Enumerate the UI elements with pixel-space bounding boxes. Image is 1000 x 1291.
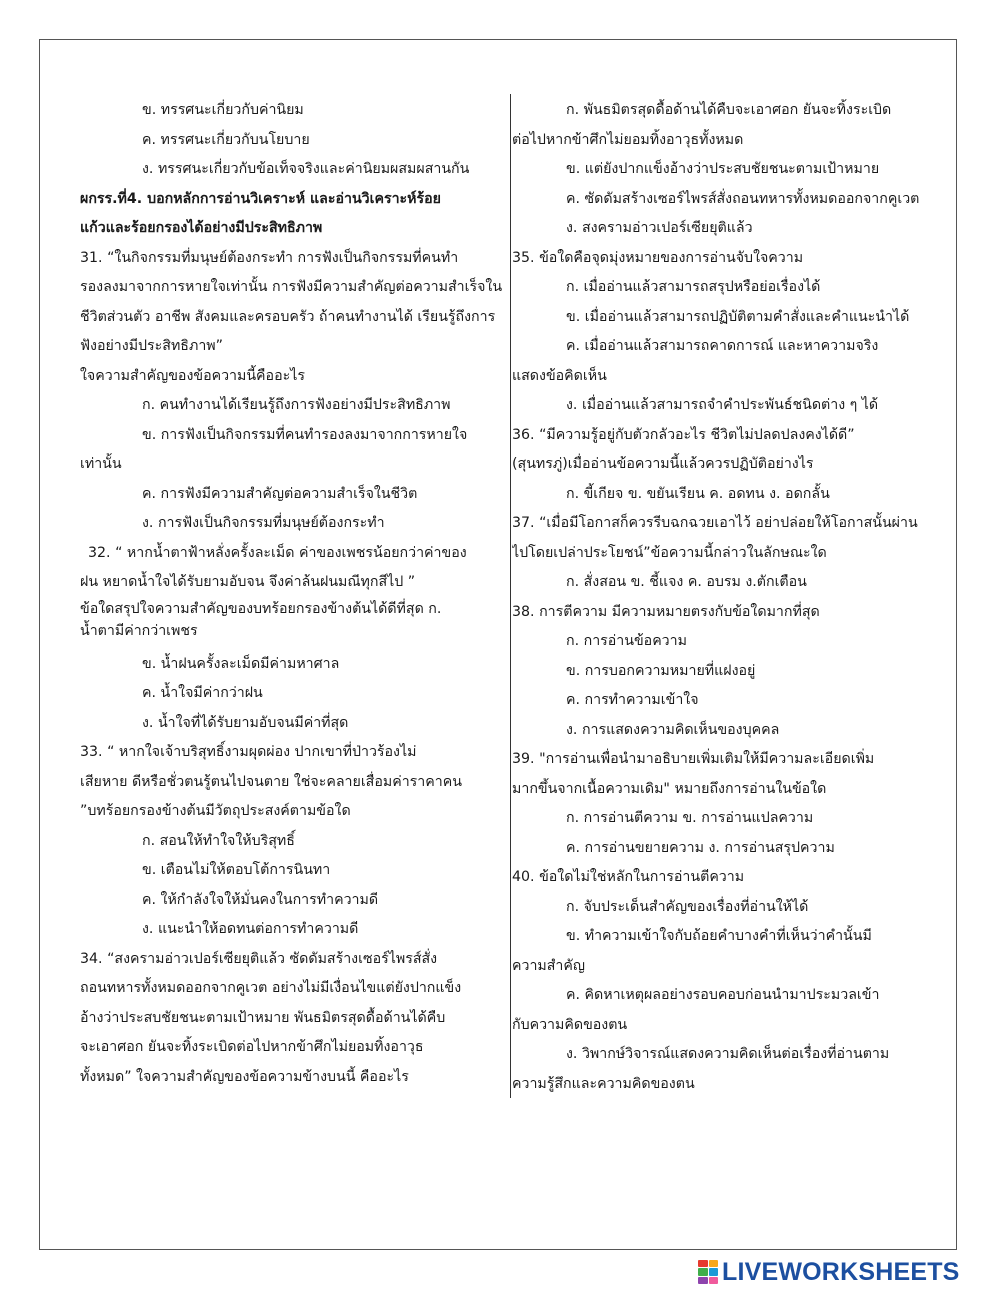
logo-square bbox=[698, 1268, 708, 1275]
q30-option-b: ข. ทรรศนะเกี่ยวกับค่านิยม bbox=[142, 102, 304, 118]
q32-text: ฝน หยาดน้ำใจได้รับยามอับจน จึงค่าล้นฝนมณีทุกสีไป ” bbox=[80, 574, 416, 590]
q32-option-b: ข. น้ำฝนครั้งละเม็ดมีค่ามหาศาล bbox=[142, 655, 340, 672]
q31-option-c: ค. การฟังมีความสำคัญต่อความสำเร็จในชีวิต bbox=[142, 485, 418, 502]
q35-option-c-cont: แสดงข้อคิดเห็น bbox=[512, 367, 607, 384]
q33-option-a: ก. สอนให้ทำใจให้บริสุทธิ์ bbox=[142, 832, 295, 849]
q31-option-d: ง. การฟังเป็นกิจกรรมที่มนุษย์ต้องกระทำ bbox=[142, 515, 385, 531]
q31-text: รองลงมาจากการหายใจเท่านั้น การฟังมีความสำคัญต่อความสำเร็จใน bbox=[80, 279, 503, 295]
section-heading: ผกรร.ที่4. บอกหลักการอ่านวิเคราะห์ และอ่านวิเคราะห์ร้อย bbox=[80, 190, 441, 207]
q38-option-d: ง. การแสดงความคิดเห็นของบุคคล bbox=[566, 721, 780, 738]
right-column bbox=[512, 96, 940, 1099]
q34-text: อ้างว่าประสบชัยชนะตามเป้าหมาย พันธมิตรสุดดื้อด้านได้คืบ bbox=[80, 1009, 446, 1026]
q32-option-c: ค. น้ำใจมีค่ากว่าฝน bbox=[142, 685, 263, 701]
q34-text: 34. “สงครามอ่าวเปอร์เซียยุติแล้ว ซัดดัมสร้างเซอร์ไพรส์สั่ง bbox=[80, 950, 438, 967]
q34-text: ถอนทหารทั้งหมดออกจากคูเวต อย่างไม่มีเงื่อนไขแต่ยังปากแข็ง bbox=[80, 980, 462, 996]
q35-text: 35. ข้อใดคือจุดมุ่งหมายของการอ่านจับใจความ bbox=[512, 249, 804, 266]
liveworksheets-logo-icon bbox=[698, 1260, 718, 1284]
left-column bbox=[80, 96, 508, 1092]
q40-option-d: ง. วิพากษ์วิจารณ์แสดงความคิดเห็นต่อเรื่องที่อ่านตาม bbox=[566, 1046, 890, 1062]
q31-text: ชีวิตส่วนตัว อาชีพ สังคมและครอบครัว ถ้าคนทำงานได้ เรียนรู้ถึงการ bbox=[80, 308, 496, 325]
q32-text: 32. “ หากน้ำตาฟ้าหลั่งครั้งละเม็ด ค่าของเพชรน้อยกว่าค่าของ bbox=[88, 544, 467, 561]
q35-option-b: ข. เมื่ออ่านแล้วสามารถปฏิบัติตามคำสั่งและคำแนะนำได้ bbox=[566, 308, 910, 325]
q32-option-d: ง. น้ำใจที่ได้รับยามอับจนมีค่าที่สุด bbox=[142, 714, 349, 731]
q34-option-b: ข. แต่ยังปากแข็งอ้างว่าประสบชัยชนะตามเป้าหมาย bbox=[566, 161, 880, 177]
q33-text: เสียหาย ดีหรือชั่วตนรู้ตนไปจนตาย ใช่จะคลายเสื่อมค่าราคาคน bbox=[80, 773, 462, 790]
q39-prompt: มากขึ้นจากเนื้อความเดิม" หมายถึงการอ่านในข้อใด bbox=[512, 780, 827, 797]
q37-options: ก. สั่งสอน ข. ชี้แจง ค. อบรม ง.ตักเตือน bbox=[566, 574, 807, 590]
q40-text: 40. ข้อใดไม่ใช่หลักในการอ่านตีความ bbox=[512, 869, 745, 885]
q34-option-a: ก. พันธมิตรสุดดื้อด้านได้คืบจะเอาศอก ยันจะทิ้งระเบิด bbox=[566, 102, 892, 118]
q35-option-c: ค. เมื่ออ่านแล้วสามารถคาดการณ์ และหาความจริง bbox=[566, 338, 879, 354]
q38-option-c: ค. การทำความเข้าใจ bbox=[566, 692, 699, 708]
q40-option-b: ข. ทำความเข้าใจกับถ้อยคำบางคำที่เห็นว่าคำนั้นมี bbox=[566, 928, 872, 944]
q36-options: ก. ขี้เกียจ ข. ขยันเรียน ค. อดทน ง. อดกลั้น bbox=[566, 485, 830, 502]
q30-option-d: ง. ทรรศนะเกี่ยวกับข้อเท็จจริงและค่านิยมผสมผสานกัน bbox=[142, 161, 470, 177]
liveworksheets-logo[interactable] bbox=[698, 1258, 960, 1286]
q39-options-cd: ค. การอ่านขยายความ ง. การอ่านสรุปความ bbox=[566, 839, 835, 856]
q30-option-c: ค. ทรรศนะเกี่ยวกับนโยบาย bbox=[142, 131, 310, 148]
q37-text: 37. “เมื่อมีโอกาสก็ควรรีบฉกฉวยเอาไว้ อย่าปล่อยให้โอกาสนั้นผ่าน bbox=[512, 515, 918, 531]
q34-text: จะเอาศอก ยันจะทิ้งระเบิดต่อไปหากข้าศึกไม่ยอมทิ้งอาวุธ bbox=[80, 1039, 424, 1055]
q32-option-a: น้ำตามีค่ากว่าเพชร bbox=[80, 622, 198, 639]
logo-text: LIVEWORKSHEETS bbox=[722, 1257, 960, 1286]
logo-square bbox=[698, 1277, 708, 1284]
q33-option-c: ค. ให้กำลังใจให้มั่นคงในการทำความดี bbox=[142, 891, 379, 908]
q38-option-b: ข. การบอกความหมายที่แฝงอยู่ bbox=[566, 662, 756, 679]
section-heading-cont: แก้วและร้อยกรองได้อย่างมีประสิทธิภาพ bbox=[80, 220, 323, 236]
q39-options-ab: ก. การอ่านตีความ ข. การอ่านแปลความ bbox=[566, 810, 814, 826]
logo-square bbox=[698, 1260, 708, 1267]
q38-option-a: ก. การอ่านข้อความ bbox=[566, 633, 687, 649]
q31-option-b-cont: เท่านั้น bbox=[80, 456, 122, 472]
q31-option-b: ข. การฟังเป็นกิจกรรมที่คนทำรองลงมาจากการหายใจ bbox=[142, 426, 468, 443]
q34-prompt: ทั้งหมด” ใจความสำคัญของข้อความข้างบนนี้ คืออะไร bbox=[80, 1068, 409, 1085]
q32-prompt: ข้อใดสรุปใจความสำคัญของบทร้อยกรองข้างต้นได้ดีที่สุด ก. bbox=[80, 600, 442, 617]
q39-text: 39. "การอ่านเพื่อนำมาอธิบายเพิ่มเติมให้มีความละเอียดเพิ่ม bbox=[512, 751, 875, 767]
logo-square bbox=[709, 1268, 719, 1275]
q40-option-d-cont: ความรู้สึกและความคิดของตน bbox=[512, 1075, 695, 1092]
q37-prompt: ไปโดยเปล่าประโยชน์”ข้อความนี้กล่าวในลักษณะใด bbox=[512, 544, 827, 561]
q31-text: 31. “ในกิจกรรมที่มนุษย์ต้องกระทำ การฟังเป็นกิจกรรมที่คนทำ bbox=[80, 249, 459, 266]
q31-prompt: ใจความสำคัญของข้อความนี้คืออะไร bbox=[80, 367, 305, 384]
q34-option-a-cont: ต่อไปหากข้าศึกไม่ยอมทิ้งอาวุธทั้งหมด bbox=[512, 131, 744, 148]
q40-option-c: ค. คิดหาเหตุผลอย่างรอบคอบก่อนนำมาประมวลเข้า bbox=[566, 987, 880, 1003]
q35-option-a: ก. เมื่ออ่านแล้วสามารถสรุปหรือย่อเรื่องได้ bbox=[566, 279, 821, 295]
column-divider bbox=[510, 94, 511, 1098]
q36-prompt: (สุนทรภู่)เมื่ออ่านข้อความนี้แล้วควรปฏิบัติอย่างไร bbox=[512, 456, 814, 472]
q34-option-d: ง. สงครามอ่าวเปอร์เซียยุติแล้ว bbox=[566, 220, 753, 236]
q34-option-c: ค. ซัดดัมสร้างเซอร์ไพรส์สั่งถอนทหารทั้งหมดออกจากคูเวต bbox=[566, 190, 920, 207]
logo-square bbox=[709, 1260, 719, 1267]
q33-text: 33. “ หากใจเจ้าบริสุทธิ์งามผุดผ่อง ปากเขาที่ป่าวร้องไม่ bbox=[80, 744, 417, 760]
q31-option-a: ก. คนทำงานได้เรียนรู้ถึงการฟังอย่างมีประสิทธิภาพ bbox=[142, 397, 451, 413]
q40-option-b-cont: ความสำคัญ bbox=[512, 957, 585, 974]
q38-text: 38. การตีความ มีความหมายตรงกับข้อใดมากที่สุด bbox=[512, 603, 820, 620]
q36-text: 36. “มีความรู้อยู่กับตัวกลัวอะไร ชีวิตไม่ปลดปลงคงได้ดี” bbox=[512, 426, 855, 443]
q35-option-d: ง. เมื่ออ่านแล้วสามารถจำคำประพันธ์ชนิดต่าง ๆ ได้ bbox=[566, 397, 879, 413]
q40-option-a: ก. จับประเด็นสำคัญของเรื่องที่อ่านให้ได้ bbox=[566, 898, 809, 915]
q31-text: ฟังอย่างมีประสิทธิภาพ” bbox=[80, 338, 223, 354]
logo-square bbox=[709, 1277, 719, 1284]
q33-prompt: ”บทร้อยกรองข้างต้นมีวัตถุประสงค์ตามข้อใด bbox=[80, 803, 351, 819]
q40-option-c-cont: กับความคิดของตน bbox=[512, 1016, 628, 1033]
q33-option-d: ง. แนะนำให้อดทนต่อการทำความดี bbox=[142, 921, 359, 937]
q33-option-b: ข. เตือนไม่ให้ตอบโต้การนินทา bbox=[142, 862, 331, 878]
